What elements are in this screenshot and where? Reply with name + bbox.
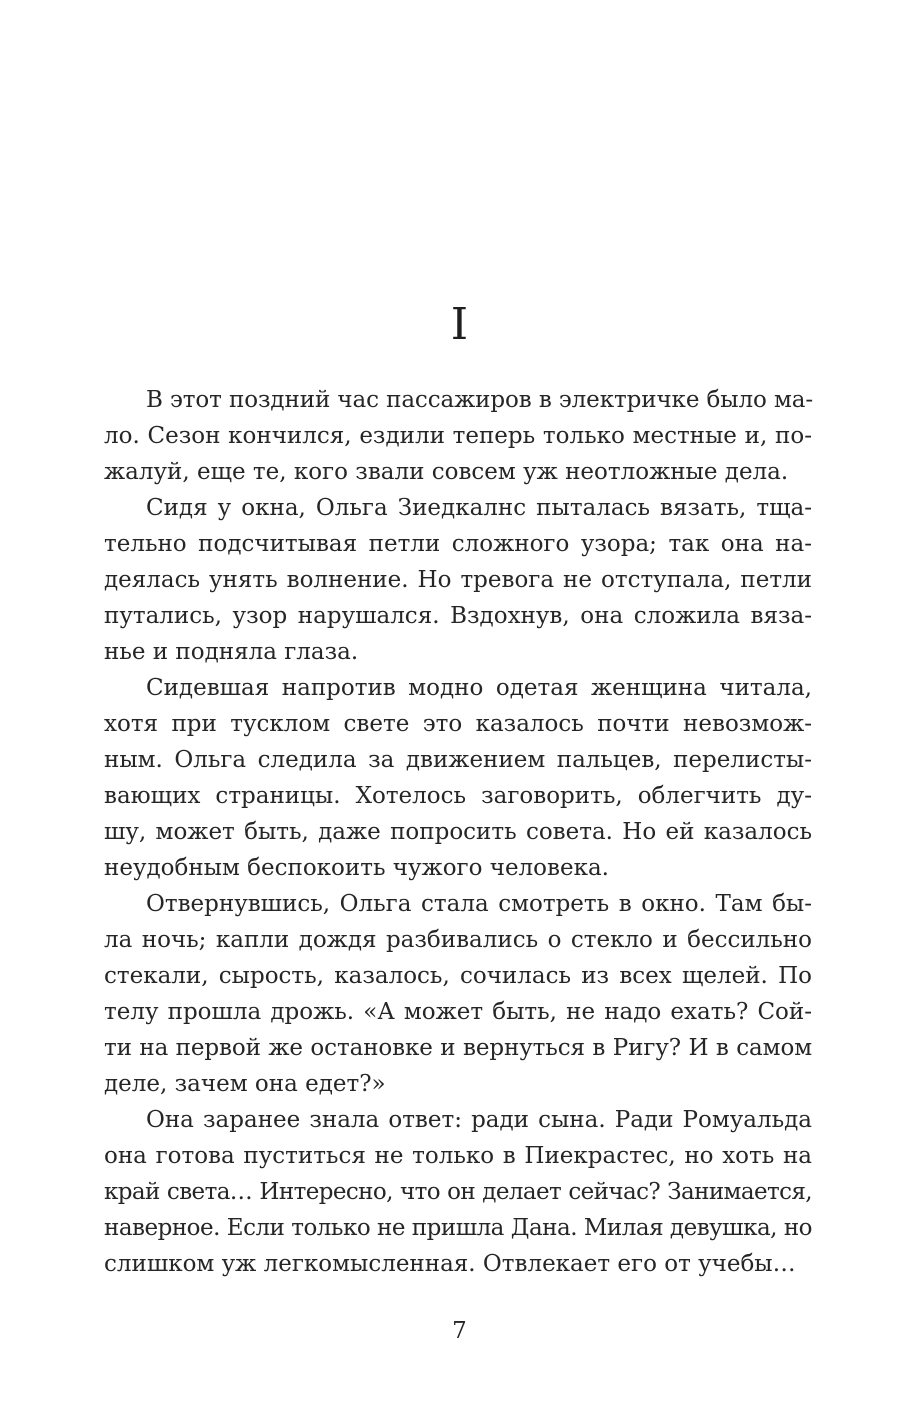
text-line: В этот поздний час пассажиров в электричке было ма- [146, 387, 814, 413]
text-line: слишком уж легкомысленная. Отвлекает его от учебы… [104, 1251, 796, 1277]
text-line: вающих страницы. Хотелось заговорить, облегчить ду- [104, 783, 812, 809]
text-line: Она заранее знала ответ: ради сына. Ради Ромуальда [146, 1107, 812, 1133]
text-line: деле, зачем она едет?» [104, 1071, 386, 1097]
body-text [104, 382, 812, 1282]
text-line: тельно подсчитывая петли сложного узора; так она на- [104, 531, 812, 557]
text-line: ти на первой же остановке и вернуться в Ригу? И в самом [104, 1035, 812, 1061]
text-line: ло. Сезон кончился, ездили теперь только местные и, по- [104, 423, 812, 449]
text-line: шу, может быть, даже попросить совета. Но ей казалось [104, 819, 812, 845]
text-line: она готова пуститься не только в Пиекрастес, но хоть на [104, 1143, 812, 1169]
chapter-number: I [450, 299, 469, 350]
text-line: хотя при тусклом свете это казалось почти невозмож- [104, 711, 812, 737]
text-line: ным. Ольга следила за движением пальцев, перелисты- [104, 747, 812, 773]
text-line: жалуй, еще те, кого звали совсем уж неотложные дела. [104, 459, 789, 485]
text-line: стекали, сырость, казалось, сочилась из всех щелей. По [104, 963, 812, 989]
page-number: 7 [452, 1318, 467, 1344]
text-line: Отвернувшись, Ольга стала смотреть в окно. Там бы- [146, 891, 812, 917]
text-line: телу прошла дрожь. «А может быть, не надо ехать? Сой- [104, 999, 812, 1025]
text-line: нье и подняла глаза. [104, 639, 359, 665]
text-line: Сидя у окна, Ольга Зиедкалнс пыталась вязать, тща- [146, 495, 812, 521]
text-line: путались, узор нарушался. Вздохнув, она сложила вяза- [104, 603, 812, 629]
text-line: край света… Интересно, что он делает сейчас? Занимается, [104, 1179, 812, 1205]
text-line: деялась унять волнение. Но тревога не отступала, петли [104, 567, 812, 593]
text-line: неудобным беспокоить чужого человека. [104, 855, 609, 881]
text-line: Сидевшая напротив модно одетая женщина читала, [146, 675, 812, 701]
text-line: ла ночь; капли дождя разбивались о стекло и бессильно [104, 927, 812, 953]
text-line: наверное. Если только не пришла Дана. Милая девушка, но [104, 1215, 812, 1241]
